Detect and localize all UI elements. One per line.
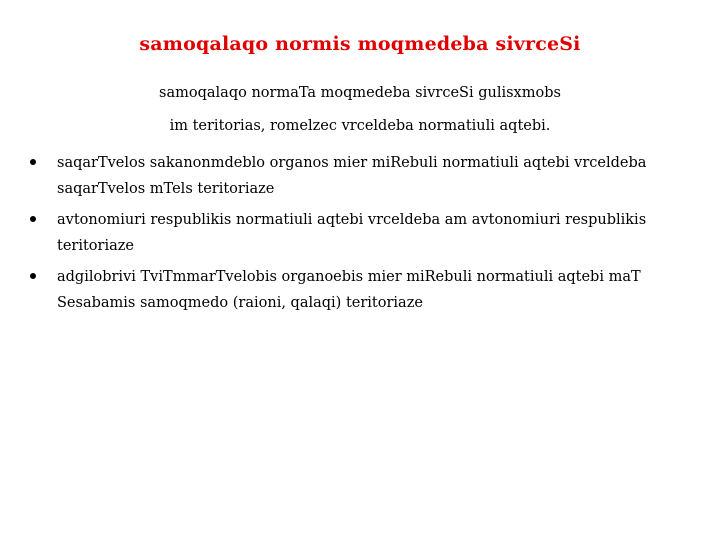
bullet-item — [30, 264, 700, 316]
intro-line-2: im teritorias, romelzec vrceldeba normatiuli aqtebi. — [169, 118, 551, 134]
bullet-item — [30, 150, 700, 202]
bullet-dot-icon — [30, 216, 36, 222]
bullet-text: avtonomiuri respublikis normatiuli aqtebi vrceldeba am avtonomiuri respublikis teritoriaze — [57, 212, 647, 254]
bullet-list — [30, 150, 700, 321]
slide-title: samoqalaqo normis moqmedeba sivrceSi — [139, 33, 581, 55]
bullet-text: saqarTvelos sakanonmdeblo organos mier miRebuli normatiuli aqtebi vrceldeba saqarTvelos mTels teritoriaze — [57, 155, 647, 197]
bullet-dot-icon — [30, 273, 36, 279]
bullet-dot-icon — [30, 159, 36, 165]
bullet-text: adgilobrivi TviTmmarTvelobis organoebis mier miRebuli normatiuli aqtebi maT Sesabamis samoqmedo (raioni, qalaqi) teritoriaze — [57, 269, 641, 311]
bullet-item — [30, 207, 700, 259]
intro-line-1: samoqalaqo normaTa moqmedeba sivrceSi gulisxmobs — [159, 85, 561, 101]
